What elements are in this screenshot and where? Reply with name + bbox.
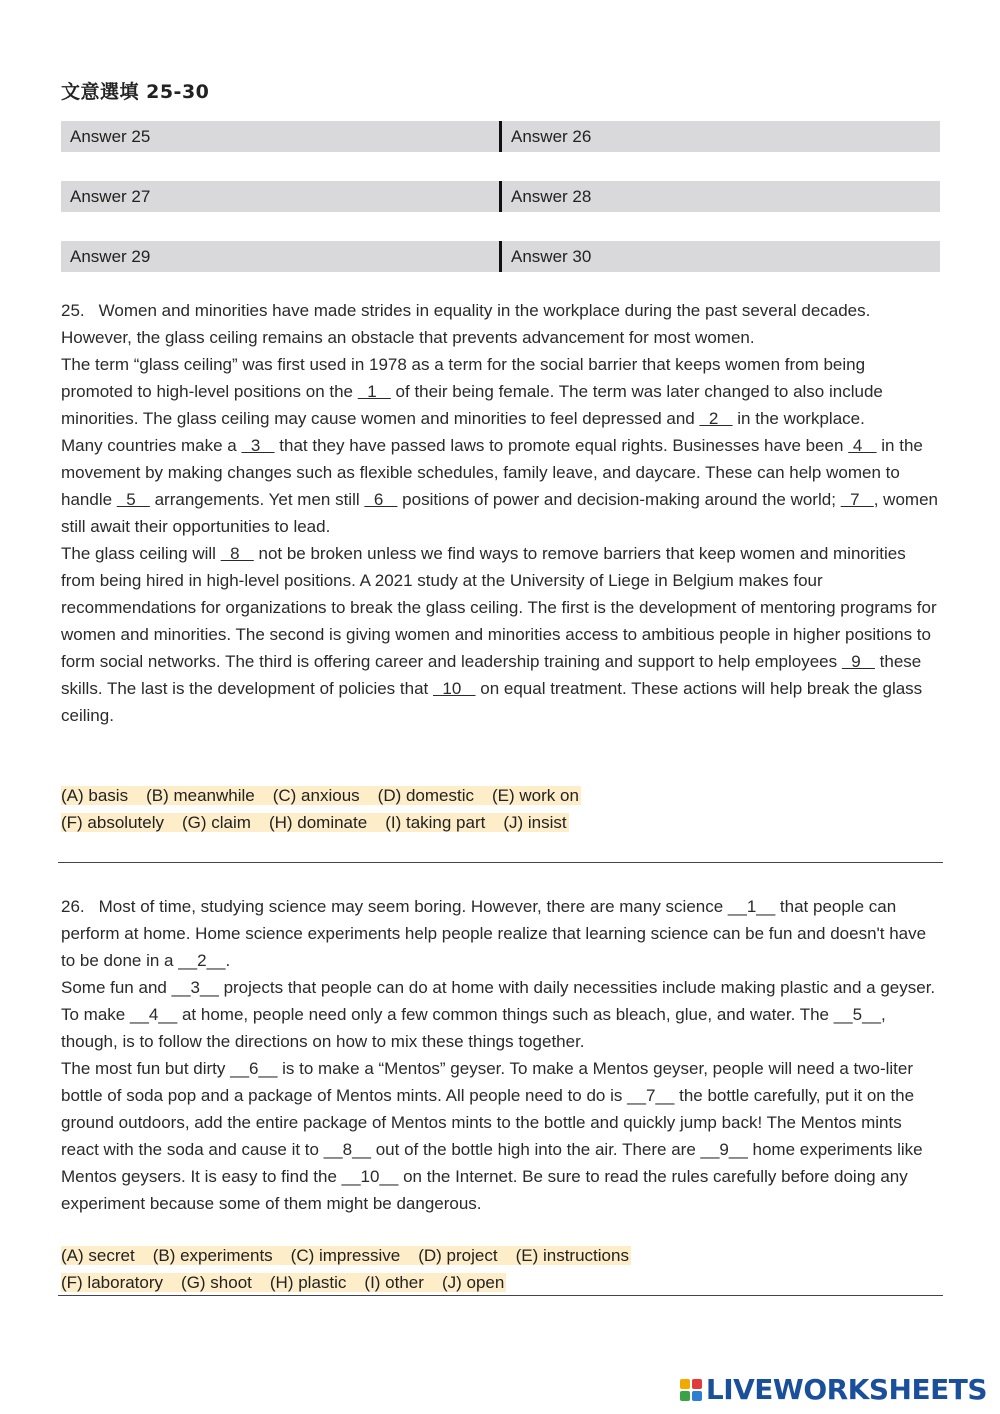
q25-text: these skills. The last is the development of policies that bbox=[61, 652, 922, 698]
option: (I) taking part bbox=[385, 813, 486, 832]
answer-grid bbox=[61, 121, 940, 301]
answer-row bbox=[61, 181, 940, 212]
word-bank-line bbox=[61, 1246, 631, 1265]
q26-word-bank bbox=[61, 1242, 631, 1296]
question-number: 26. bbox=[61, 897, 85, 916]
option: (E) instructions bbox=[515, 1246, 629, 1265]
question-26-passage bbox=[61, 893, 941, 1217]
logo-icon bbox=[680, 1379, 702, 1401]
blank-10: 10 bbox=[432, 679, 476, 698]
q25-text: The term “glass ceiling” was first used in 1978 as a term for the social barrier that keeps women from being promoted to high-level positions on the bbox=[61, 355, 866, 401]
q25-paragraph-2 bbox=[61, 351, 941, 432]
word-bank-line bbox=[61, 1273, 506, 1292]
q25-text: of their being female. The term was later changed to also include minorities. The glass ceiling may cause women and minorities to feel depressed and bbox=[61, 382, 883, 428]
q25-text: Women and minorities have made strides in equality in the workplace during the past several decades. However, the glass ceiling remains an obstacle that prevents advancement for most women. bbox=[61, 301, 871, 347]
option: (E) work on bbox=[492, 786, 579, 805]
option: (H) dominate bbox=[268, 813, 368, 832]
option: (D) domestic bbox=[377, 786, 475, 805]
blank-9: 9 bbox=[841, 652, 875, 671]
q25-paragraph-1 bbox=[61, 297, 941, 351]
q25-text: that they have passed laws to promote equal rights. Businesses have been bbox=[274, 436, 849, 455]
q26-paragraph-1 bbox=[61, 893, 941, 974]
section-divider bbox=[58, 1295, 943, 1296]
logo-block bbox=[692, 1379, 702, 1389]
answer-row bbox=[61, 121, 940, 152]
blank-8: 8 bbox=[220, 544, 254, 563]
option: (F) laboratory bbox=[61, 1273, 164, 1292]
answer-26-field[interactable]: Answer 26 bbox=[499, 121, 940, 152]
question-number: 25. bbox=[61, 301, 85, 320]
q25-text: The glass ceiling will bbox=[61, 544, 221, 563]
answer-row bbox=[61, 241, 940, 272]
q25-text: on equal treatment. These actions will help break the glass ceiling. bbox=[61, 679, 923, 725]
option: (F) absolutely bbox=[61, 813, 164, 832]
q26-paragraph-3: The most fun but dirty __6__ is to make a “Mentos” geyser. To make a Mentos geyser, people will need a two-liter bottle of soda pop and a package of Mentos mints. All people need to do is __7__ the bottle carefully, put it on the ground outdoors, add the entire package of Mentos mints to the bottle and quickly jump back! The Mentos mints react with the soda and cause it to __8__ out of the bottle high into the air. There are __9__ home experiments like Mentos geysers. It is easy to find the __10__ on the Internet. Be sure to read the rules carefully before doing any experiment because some of them might be dangerous. bbox=[61, 1059, 923, 1213]
option: (D) project bbox=[418, 1246, 498, 1265]
answer-30-field[interactable]: Answer 30 bbox=[499, 241, 940, 272]
option: (B) meanwhile bbox=[146, 786, 255, 805]
option: (G) shoot bbox=[181, 1273, 252, 1292]
liveworksheets-logo bbox=[680, 1373, 987, 1406]
option: (I) other bbox=[364, 1273, 424, 1292]
answer-29-field[interactable]: Answer 29 bbox=[61, 241, 499, 272]
q25-text: , women still await their opportunities to lead. bbox=[61, 490, 938, 536]
q25-text: not be broken unless we find ways to remove barriers that keep women and minorities from being hired in high-level positions. A 2021 study at the University of Liege in Belgium makes four recommendations for organizations to break the glass ceiling. The first is the development of mentoring programs for women and minorities. The second is giving women and minorities access to ambitious people in higher positions to form social networks. The third is offering career and leadership training and support to help employees bbox=[61, 544, 937, 671]
blank-3: 3 bbox=[241, 436, 275, 455]
option: (A) secret bbox=[61, 1246, 135, 1265]
q26-paragraph-2: Some fun and __3__ projects that people can do at home with daily necessities include making plastic and a geyser. To make __4__ at home, people need only a few common things such as bleach, glue, and water. The __5__, though, is to follow the directions on how to mix these things together. bbox=[61, 978, 936, 1051]
logo-block bbox=[680, 1379, 690, 1389]
option: (A) basis bbox=[61, 786, 129, 805]
q25-word-bank bbox=[61, 782, 581, 836]
blank-1: 1 bbox=[357, 382, 391, 401]
blank-2: 2 bbox=[699, 409, 733, 428]
answer-25-field[interactable]: Answer 25 bbox=[61, 121, 499, 152]
q26-text: Most of time, studying science may seem boring. However, there are many science __1__ that people can perform at home. Home science experiments help people realize that learning science can be fun and doesn't have to be done in a __2__. bbox=[61, 897, 927, 970]
q25-text: arrangements. Yet men still bbox=[149, 490, 365, 509]
word-bank-line bbox=[61, 813, 569, 832]
answer-27-field[interactable]: Answer 27 bbox=[61, 181, 499, 212]
q25-text: Many countries make a bbox=[61, 436, 242, 455]
option: (J) insist bbox=[503, 813, 567, 832]
blank-4: 4 bbox=[848, 436, 877, 455]
option: (B) experiments bbox=[152, 1246, 273, 1265]
q25-text: in the movement by making changes such as flexible schedules, family leave, and daycare. These can help women to handle bbox=[61, 436, 923, 509]
page-title: 文意選填 25-30 bbox=[61, 81, 210, 103]
option: (H) plastic bbox=[269, 1273, 347, 1292]
logo-block bbox=[680, 1391, 690, 1401]
blank-5: 5 bbox=[116, 490, 150, 509]
question-25-passage bbox=[61, 297, 941, 729]
q25-text: positions of power and decision-making around the world; bbox=[397, 490, 841, 509]
logo-block bbox=[692, 1391, 702, 1401]
option: (C) impressive bbox=[290, 1246, 401, 1265]
logo-text: LIVEWORKSHEETS bbox=[705, 1373, 987, 1406]
blank-7: 7 bbox=[840, 490, 874, 509]
q25-paragraph-3 bbox=[61, 432, 941, 540]
option: (J) open bbox=[441, 1273, 505, 1292]
q25-paragraph-4 bbox=[61, 540, 941, 729]
option: (C) anxious bbox=[272, 786, 360, 805]
answer-28-field[interactable]: Answer 28 bbox=[499, 181, 940, 212]
q25-text: in the workplace. bbox=[732, 409, 865, 428]
option: (G) claim bbox=[181, 813, 251, 832]
word-bank-line bbox=[61, 786, 581, 805]
blank-6: 6 bbox=[364, 490, 398, 509]
section-divider bbox=[58, 862, 943, 863]
